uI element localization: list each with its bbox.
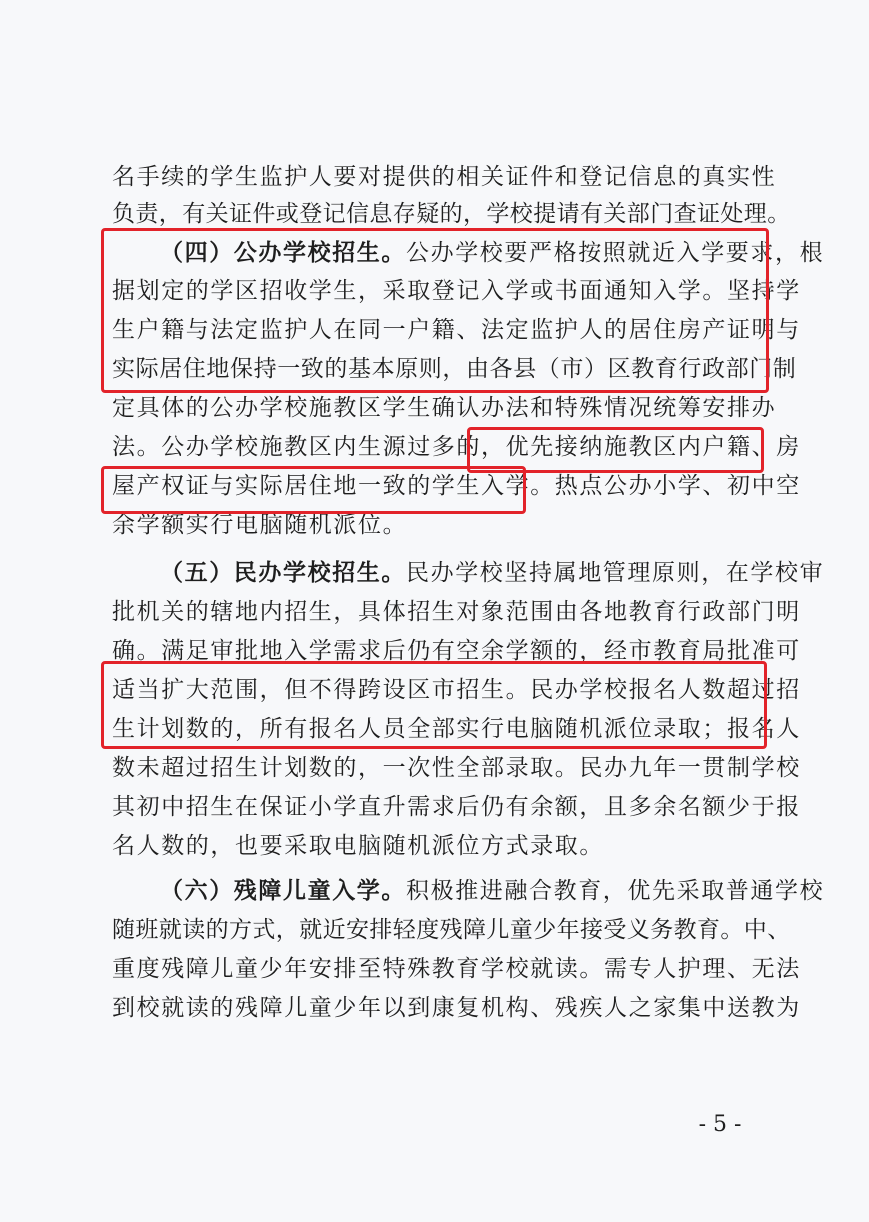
text-line: 负责，有关证件或登记信息存疑的，学校提请有关部门查证处理。 bbox=[112, 201, 791, 227]
page-number: - 5 - bbox=[698, 1112, 742, 1137]
text-line: 批机关的辖地内招生，具体招生对象范围由各地教育行政部门明 bbox=[112, 599, 801, 625]
text-line: 实际居住地保持一致的基本原则，由各县（市）区教育行政部门制 bbox=[112, 356, 797, 382]
section-4-heading: （四）公办学校招生。 bbox=[160, 239, 406, 266]
text-line: 适当扩大范围，但不得跨设区市招生。民办学校报名人数超过招 bbox=[112, 677, 801, 703]
text-line: 确。满足审批地入学需求后仍有空余学额的，经市教育局批准可 bbox=[112, 638, 801, 664]
text-line: 名手续的学生监护人要对提供的相关证件和登记信息的真实性 bbox=[112, 164, 777, 190]
text-line: 数未超过招生计划数的，一次性全部录取。民办九年一贯制学校 bbox=[112, 755, 801, 781]
text-line: 生户籍与法定监护人在同一户籍、法定监护人的居住房产证明与 bbox=[112, 317, 801, 343]
section-5-heading-line: （五）民办学校招生。民办学校坚持属地管理原则，在学校审 bbox=[160, 559, 825, 586]
text-line: 重度残障儿童少年安排至特殊教育学校就读。需专人护理、无法 bbox=[112, 956, 801, 982]
section-5-heading: （五）民办学校招生。 bbox=[160, 559, 406, 586]
text-line: 法。公办学校施教区内生源过多的，优先接纳施教区内户籍、房 bbox=[112, 434, 801, 460]
text-line: 生计划数的，所有报名人员全部实行电脑随机派位录取；报名人 bbox=[112, 716, 801, 742]
section-4-heading-line: （四）公办学校招生。公办学校要严格按照就近入学要求，根 bbox=[160, 239, 825, 266]
text-line: 其初中招生在保证小学直升需求后仍有余额，且多余名额少于报 bbox=[112, 794, 801, 820]
text-line: 到校就读的残障儿童少年以到康复机构、残疾人之家集中送教为 bbox=[112, 995, 801, 1021]
text-line: 随班就读的方式，就近安排轻度残障儿童少年接受义务教育。中、 bbox=[112, 917, 791, 943]
section-6-heading: （六）残障儿童入学。 bbox=[160, 877, 406, 904]
text-line: 屋产权证与实际居住地一致的学生入学。热点公办小学、初中空 bbox=[112, 473, 801, 499]
text-line: 余学额实行电脑随机派位。 bbox=[112, 512, 408, 538]
text-line: 名人数的，也要采取电脑随机派位方式录取。 bbox=[112, 833, 604, 859]
section-6-heading-line: （六）残障儿童入学。积极推进融合教育，优先采取普通学校 bbox=[160, 877, 825, 904]
text-line: 据划定的学区招收学生，采取登记入学或书面通知入学。坚持学 bbox=[112, 278, 801, 304]
text-line: 定具体的公办学校施教区学生确认办法和特殊情况统筹安排办 bbox=[112, 395, 777, 421]
